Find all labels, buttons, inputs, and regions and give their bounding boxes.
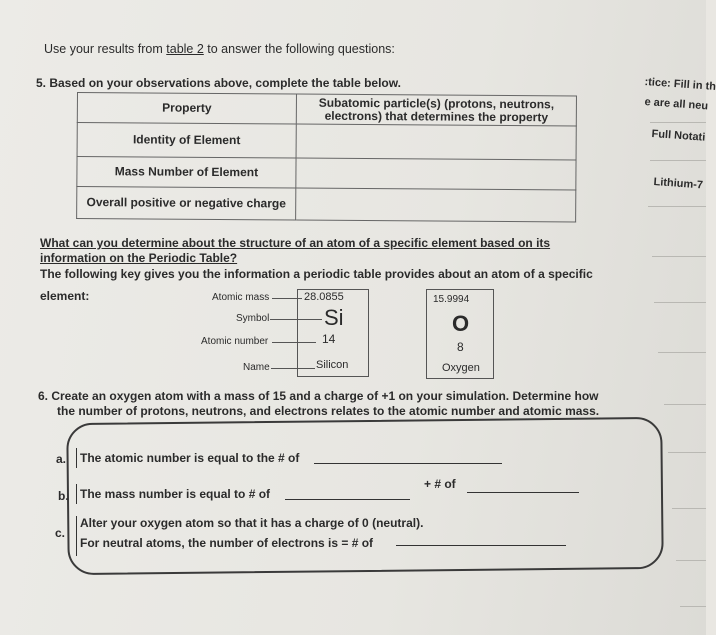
side-text-4: Lithium-7 <box>653 176 704 192</box>
part-b-blank-2[interactable] <box>467 492 579 493</box>
row-mass-number: Mass Number of Element <box>77 157 296 189</box>
side-rule <box>650 122 706 123</box>
side-rule <box>676 560 706 561</box>
o-atomic-number: 8 <box>457 340 464 354</box>
structure-question-line1: What can you determine about the structure of an atom of a specific element based on its <box>40 236 551 250</box>
question-6-line2: the number of protons, neutrons, and electrons relates to the atomic number and atomic mass. <box>57 404 600 418</box>
si-atomic-mass: 28.0855 <box>304 291 344 303</box>
side-rule <box>648 206 706 207</box>
label-symbol: Symbol <box>236 313 270 324</box>
part-b-blank-1[interactable] <box>285 499 410 500</box>
part-a-text: The atomic number is equal to the # of <box>76 448 299 468</box>
side-text-2: e are all neu <box>644 96 709 113</box>
table-2-link: table 2 <box>166 42 204 56</box>
key-text-line1: The following key gives you the information a periodic table provides about an atom of a specific <box>40 267 593 281</box>
intro-text: Use your results from table 2 to answer the following questions: <box>44 42 395 56</box>
o-symbol: O <box>452 311 470 336</box>
part-c-label: c. <box>55 526 66 540</box>
side-rule <box>654 302 706 303</box>
o-atomic-mass: 15.9994 <box>433 294 470 305</box>
side-rule <box>650 160 706 161</box>
side-text-3: Full Notati <box>651 128 706 144</box>
o-name: Oxygen <box>442 362 480 374</box>
row-identity: Identity of Element <box>77 123 296 159</box>
label-atomic-number: Atomic number <box>201 336 269 347</box>
key-text-line2: element: <box>40 289 90 303</box>
part-c-blank[interactable] <box>396 545 566 546</box>
part-b-text: The mass number is equal to # of <box>76 484 270 504</box>
question-6-line1: 6. Create an oxygen atom with a mass of 15 and a charge of +1 on your simulation. Determine how <box>38 389 599 403</box>
part-b-plus: + # of <box>424 477 456 491</box>
silicon-card <box>297 289 369 377</box>
answer-cell-charge[interactable] <box>296 188 576 222</box>
answer-cell-identity[interactable] <box>296 124 576 160</box>
answer-cell-mass-number[interactable] <box>296 158 576 190</box>
header-particle: Subatomic particle(s) (protons, neutrons, electrons) that determines the property <box>296 94 576 126</box>
side-rule <box>672 508 706 509</box>
structure-question-line2: information on the Periodic Table? <box>40 251 238 265</box>
side-rule <box>664 404 706 405</box>
part-c-line1: Alter your oxygen atom so that it has a charge of 0 (neutral). <box>80 516 424 530</box>
si-symbol: Si <box>324 305 344 330</box>
part-a-blank[interactable] <box>314 463 502 464</box>
side-text-1: :tice: Fill in th <box>644 76 716 93</box>
part-b-label: b. <box>58 489 69 503</box>
part-a-label: a. <box>56 452 67 466</box>
question-5: 5. Based on your observations above, complete the table below. <box>36 76 401 90</box>
side-rule <box>658 352 706 353</box>
label-atomic-mass: Atomic mass <box>212 292 270 303</box>
side-rule <box>652 256 706 257</box>
part-c-line2: For neutral atoms, the number of electrons is = # of <box>80 536 374 550</box>
label-name: Name <box>243 362 270 373</box>
row-charge: Overall positive or negative charge <box>77 187 296 221</box>
part-c-bar <box>76 516 77 556</box>
side-rule <box>668 452 706 453</box>
header-property: Property <box>77 93 296 125</box>
property-table <box>76 92 577 222</box>
side-rule <box>680 606 706 607</box>
si-name: Silicon <box>316 359 349 371</box>
si-atomic-number: 14 <box>322 332 336 346</box>
oxygen-card <box>426 289 494 379</box>
